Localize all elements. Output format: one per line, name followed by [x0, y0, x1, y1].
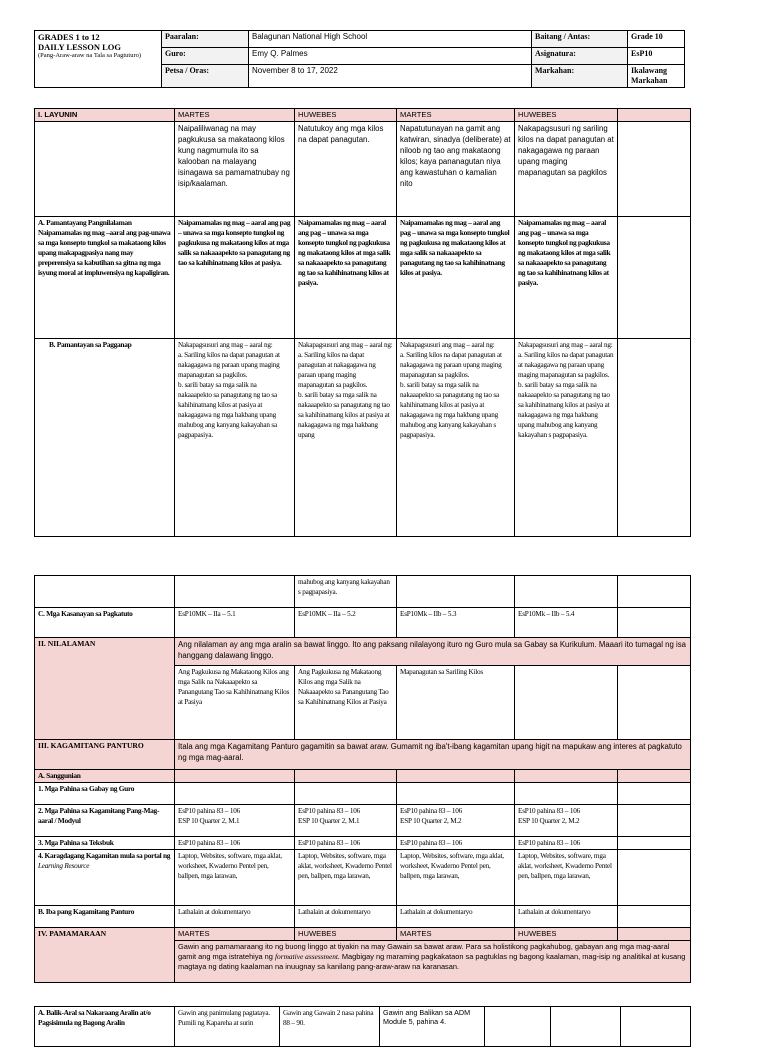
- nilalaman-cell-2: Ang Pagkukusa ng Makataong Kilos ang mga Salik na Nakaaapekto sa Panangutang Tao sa Kahihinatnang Kilos at Pasiya: [295, 666, 397, 740]
- objectives-table: [34, 108, 691, 537]
- continued-cell-4: [515, 576, 618, 608]
- pamantayan-pangnilalaman-cell-2: Naipamamalas ng mag – aaral ang pag – unawa sa mga konsepto tungkol ng pagkukusa ng makataong kilos at mga salik sa nakaaapekto sa panagutang ng tao sa kahihinatnang kilos at pasiya.: [295, 217, 397, 339]
- gabay-guro-cell-3: [397, 783, 515, 805]
- pamantayan-pagganap-cell-5: [618, 339, 691, 537]
- teksbuk-cell-2: EsP10 pahina 83 – 106: [295, 837, 397, 850]
- day-header-2: HUWEBES: [295, 109, 397, 122]
- pamantayan-pagganap-cell-2: Nakapagsusuri ang mag – aaral ng: a. Sariling kilos na dapat panagutan at nakagagawa ng paraan upang maging mapanagutan sa pagkilos. b. sarili batay sa mga salik na nakaaapekto sa panagutang ng tao sa kahihinatnang kilos at pasiya at nakagagawa ng mga hakbang upang: [295, 339, 397, 537]
- kagamitang-mag-aaral-cell-3: EsP10 pahina 83 – 106 ESP 10 Quarter 2, M.2: [397, 805, 515, 837]
- pamantayan-pagganap-cell-4: Nakapagsusuri ang mag – aaral ng: a. Sariling kilos na dapat panagutan at nakagagawa ng paraan upang maging mapanagutan sa pagkilos. b. sarili batay sa mga salik na nakaaapekto sa panagutang ng tao sa kahihinatnang kilos at pasiya at nakagagawa ng mga hakbang upang mahubog ang kanyang kakayahan s pagpapasiya.: [515, 339, 618, 537]
- sanggunian-cell-5: [618, 770, 691, 783]
- continued-label-cell: [35, 576, 175, 608]
- karagdagang-label: 4. Karagdagang Kagamitan mula sa portal ng: [38, 851, 171, 860]
- pamamaraan-label: IV. PAMAMARAAN: [35, 928, 175, 983]
- petsa-value: November 8 to 17, 2022: [249, 65, 532, 88]
- karagdagang-label-cell: [35, 850, 175, 906]
- kasanayan-label: C. Mga Kasanayan sa Pagkatuto: [35, 608, 175, 638]
- balik-aral-cell-1: Gawin ang panimulang pagtataya. Pumili ng Kapareha at surin: [175, 1007, 280, 1047]
- header-table: [34, 30, 685, 88]
- pamamaraan-day-2: HUWEBES: [295, 928, 397, 941]
- guro-label: Guro:: [162, 48, 249, 65]
- nilalaman-cell-3: Mapanagutan sa Sariling Kilos: [397, 666, 515, 740]
- pamantayan-pagganap-cell-1: Nakapagsusuri ang mag – aaral ng: a. Sariling kilos na dapat panagutan at nakagagawa ng paraan upang maging mapanagutan sa pagkilos. b. sarili batay sa mga salik na nakaaapekto sa panagutang ng tao sa kahihinatnang kilos at pasiya at nakagagawa ng mga hakbang upang mahubog ang kanyang kakayahan sa pagpapasiya.: [175, 339, 295, 537]
- pamamaraan-description: [175, 941, 691, 983]
- balik-aral-cell-4: [485, 1007, 551, 1047]
- layunin-heading: I. LAYUNIN: [35, 109, 175, 122]
- kagamitang-mag-aaral-cell-2: EsP10 pahina 83 – 106 ESP 10 Quarter 2, M.1: [295, 805, 397, 837]
- kagamitang-mag-aaral-cell-5: [618, 805, 691, 837]
- teksbuk-cell-1: EsP10 pahina 83 – 106: [175, 837, 295, 850]
- baitang-value: Grade 10: [628, 31, 685, 48]
- sanggunian-cell-1: [175, 770, 295, 783]
- teksbuk-label: 3. Mga Pahina sa Teksbuk: [35, 837, 175, 850]
- continued-cell-3: [397, 576, 515, 608]
- layunin-cell-1: Naipaliliwanag na may pagkukusa sa makataong kilos kung nagmumula ito sa kalooban na malayang isinagawa sa pamamatnubay ng isip/kaalaman.: [175, 122, 295, 217]
- pamantayan-pangnilalaman-cell-3: Naipamamalas ng mag – aaral ang pag – unawa sa mga konsepto tungkol ng pagkukusa ng makataong kilos at mga salik sa nakaaapekto sa panagutang ng tao sa kahihinatnang kilos at pasiya.: [397, 217, 515, 339]
- kagamitang-mag-aaral-label: 2. Mga Pahina sa Kagamitang Pang-Mag-aaral / Modyul: [35, 805, 175, 837]
- kasanayan-cell-1: EsP10MK – IIa – 5.1: [175, 608, 295, 638]
- kasanayan-cell-5: [618, 608, 691, 638]
- pamamaraan-day-5: [618, 928, 691, 941]
- kasanayan-cell-3: EsP10Mk – IIb – 5.3: [397, 608, 515, 638]
- pamantayan-pagganap-label: B. Pamantayan sa Pagganap: [35, 339, 175, 537]
- baitang-label: Baitang / Antas:: [532, 31, 628, 48]
- layunin-cell-3: Napatutunayan na gamit ang katwiran, sinadya (deliberate) at niloob ng tao ang makataong kilos; kaya pananagutan niya ang kawastuhan o kamalian nito: [397, 122, 515, 217]
- sanggunian-cell-4: [515, 770, 618, 783]
- iba-pang-cell-4: Lathalain at dokumentaryo: [515, 906, 618, 928]
- continued-cell-5: [618, 576, 691, 608]
- pamamaraan-desc-before: Gawin ang pamamaraang ito ng buong linggo at tiyakin na may Gawain sa bawat araw. Para sa holistikong pagkahubog, gabayan ang mga mag-aaral gamit ang mga istratehiya ng: [178, 942, 670, 962]
- day-header-3: MARTES: [397, 109, 515, 122]
- pamantayan-pagganap-cell-3: Nakapagsusuri ang mag – aaral ng: a. Sariling kilos na dapat panagutan at nakagagawa ng paraan upang maging mapanagutan sa pagkilos. b. sarili batay sa mga salik na nakaaapekto sa panagutang ng tao sa kahihinatnang kilos at pasiya at nakagagawa ng mga hakbang upang mahubog ang kanyang kakayahan s pagpapasiya.: [397, 339, 515, 537]
- nilalaman-cell-5: [618, 666, 691, 740]
- layunin-cell-4: Nakapagsusuri ng sariling kilos na dapat panagutan at nakagagawa ng paraan upang maging mapanagutan sa pagkilos: [515, 122, 618, 217]
- pamantayan-pangnilalaman-cell-1: Naipamamalas ng mag – aaral ang pag – unawa sa mga konsepto tungkol ng pagkukusa ng makataong kilos at mga salik sa nakaaapekto sa panagutang ng tao sa kahihinatnang kilos at pasiya.: [175, 217, 295, 339]
- gabay-guro-cell-4: [515, 783, 618, 805]
- karagdagang-cell-3: Laptop, Websites, software, mga aklat, worksheet, Kwaderno Pentel pen, ballpen, mga larawan,: [397, 850, 515, 906]
- balik-aral-label: A. Balik-Aral sa Nakaraang Aralin at/o Pagsisimula ng Bagong Aralin: [35, 1007, 175, 1047]
- balik-aral-cell-2: Gawin ang Gawain 2 nasa pahina 88 – 90.: [280, 1007, 380, 1047]
- lesson-content-table: [34, 575, 691, 983]
- karagdagang-cell-5: [618, 850, 691, 906]
- lesson-log-title: [35, 31, 162, 88]
- iba-pang-cell-3: Lathalain at dokumentaryo: [397, 906, 515, 928]
- gabay-guro-label: 1. Mga Pahina sa Gabay ng Guro: [35, 783, 175, 805]
- balik-aral-cell-3: Gawin ang Balikan sa ADM Module 5, pahina 4.: [380, 1007, 485, 1047]
- kagamitang-mag-aaral-cell-1: EsP10 pahina 83 – 106 ESP 10 Quarter 2, M.1: [175, 805, 295, 837]
- day-header-5: [618, 109, 691, 122]
- gabay-guro-cell-5: [618, 783, 691, 805]
- gabay-guro-cell-2: [295, 783, 397, 805]
- teksbuk-cell-3: EsP10 pahina 83 – 106: [397, 837, 515, 850]
- kagamitang-mag-aaral-cell-4: EsP10 pahina 83 – 106 ESP 10 Quarter 2, M.2: [515, 805, 618, 837]
- pamantayan-pangnilalaman-label: A. Pamantayang Pangnilalaman Naipamamalas ng mag –aaral ang pag-unawa sa mga konsepto tungkol sa makataong kilos upang makapagpasiya nang may preperensiya sa kabutihan sa gitna ng mga isyung moral at impluwensiya ng kapaligiran.: [35, 217, 175, 339]
- petsa-label: Petsa / Oras:: [162, 65, 249, 88]
- title-line-1: GRADES 1 to 12: [38, 32, 100, 42]
- iba-pang-cell-2: Lathalain at dokumentaryo: [295, 906, 397, 928]
- guro-value: Emy Q. Palmes: [249, 48, 532, 65]
- markahan-label: Markahan:: [532, 65, 628, 88]
- nilalaman-cell-4: [515, 666, 618, 740]
- kagamitan-label: III. KAGAMITANG PANTURO: [35, 740, 175, 770]
- teksbuk-cell-5: [618, 837, 691, 850]
- balik-aral-cell-5: [551, 1007, 621, 1047]
- layunin-cell-5: [618, 122, 691, 217]
- sanggunian-label: A. Sanggunian: [35, 770, 175, 783]
- sanggunian-cell-3: [397, 770, 515, 783]
- continued-cell-1: [175, 576, 295, 608]
- pamantayan-pangnilalaman-cell-5: [618, 217, 691, 339]
- pamamaraan-day-4: HUWEBES: [515, 928, 618, 941]
- nilalaman-description: Ang nilalaman ay ang mga aralin sa bawat linggo. Ito ang paksang nilalayong ituro ng Guro mula sa Gabay sa Kurikulum. Maaari ito tumagal ng isa hanggang dalawang linggo.: [175, 638, 691, 666]
- karagdagang-cell-1: Laptop, Websites, software, mga aklat, worksheet, Kwaderno Pentel pen, ballpen, mga larawan,: [175, 850, 295, 906]
- iba-pang-cell-5: [618, 906, 691, 928]
- day-header-4: HUWEBES: [515, 109, 618, 122]
- title-subtitle: (Pang-Araw-araw na Tala sa Pagtuturo): [38, 52, 142, 59]
- asignatura-value: EsP10: [628, 48, 685, 65]
- paaralan-value: Balagunan National High School: [249, 31, 532, 48]
- procedure-table: [34, 1006, 691, 1047]
- continued-cell-2: mahubog ang kanyang kakayahan s pagpapasiya.: [295, 576, 397, 608]
- pamamaraan-desc-italic: formative assessment.: [274, 952, 340, 962]
- kasanayan-cell-4: EsP10Mk – IIb – 5.4: [515, 608, 618, 638]
- day-header-1: MARTES: [175, 109, 295, 122]
- nilalaman-label: II. NILALAMAN: [35, 638, 175, 740]
- pamamaraan-day-1: MARTES: [175, 928, 295, 941]
- kasanayan-cell-2: EsP10MK – IIa – 5.2: [295, 608, 397, 638]
- nilalaman-cell-1: Ang Pagkukusa ng Makataong Kilos ang mga Salik na Nakaaapekto sa Panangutang Tao sa Kahihinatnang Kilos at Pasiya: [175, 666, 295, 740]
- page-gap: [0, 535, 768, 575]
- pamamaraan-desc-after: Magbigay ng maraming pagkakataon sa pagtuklas ng bagong kaalaman, mag-isip ng analitikal at kusang magtaya ng dating kaalaman na inuugnay sa kanilang pang-araw-araw na karanasan.: [178, 952, 686, 972]
- layunin-cell-2: Natutukoy ang mga kilos na dapat panagutan.: [295, 122, 397, 217]
- karagdagang-cell-4: Laptop, Websites, software, mga aklat, worksheet, Kwaderno Pentel pen, ballpen, mga larawan,: [515, 850, 618, 906]
- balik-aral-cell-6: [621, 1007, 691, 1047]
- markahan-value: Ikalawang Markahan: [628, 65, 685, 88]
- karagdagang-label-italic: Learning Resource: [38, 862, 90, 870]
- karagdagang-cell-2: Laptop, Websites, software, mga aklat, worksheet, Kwaderno Pentel pen, ballpen, mga larawan,: [295, 850, 397, 906]
- title-line-2: DAILY LESSON LOG: [38, 42, 121, 52]
- paaralan-label: Paaralan:: [162, 31, 249, 48]
- iba-pang-label: B. Iba pang Kagamitang Panturo: [35, 906, 175, 928]
- layunin-label-cell: [35, 122, 175, 217]
- sanggunian-cell-2: [295, 770, 397, 783]
- teksbuk-cell-4: EsP10 pahina 83 – 106: [515, 837, 618, 850]
- kagamitan-description: Itala ang mga Kagamitang Panturo gagamitin sa bawat araw. Gumamit ng iba't-ibang kagamitan upang higit na mapukaw ang interes at pagkatuto ng mga mag-aaral.: [175, 740, 691, 770]
- pamantayan-pangnilalaman-cell-4: Naipamamalas ng mag – aaral ang pag – unawa sa mga konsepto tungkol ng pagkukusa ng makataong kilos at mga salik sa nakaaapekto sa panagutang ng tao sa kahihinatnang kilos at pasiya.: [515, 217, 618, 339]
- pamamaraan-day-3: MARTES: [397, 928, 515, 941]
- iba-pang-cell-1: Lathalain at dokumentaryo: [175, 906, 295, 928]
- gabay-guro-cell-1: [175, 783, 295, 805]
- asignatura-label: Asignatura:: [532, 48, 628, 65]
